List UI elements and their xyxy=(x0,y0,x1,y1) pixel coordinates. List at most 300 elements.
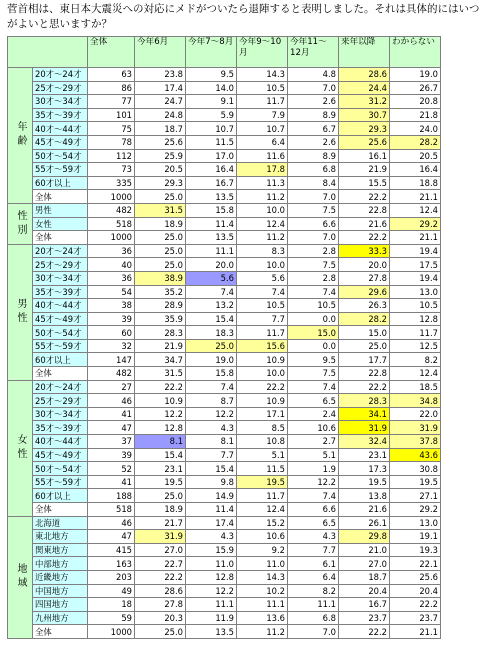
header-nov-dec: 今年11～12月 xyxy=(288,37,339,68)
table-row xyxy=(8,285,441,299)
cell-percent: 29.3 xyxy=(339,122,390,136)
cell-count: 39 xyxy=(88,448,135,462)
cell-percent: 11.7 xyxy=(390,326,441,340)
cell-percent: 25.6 xyxy=(390,570,441,584)
group-label-region: 地域 xyxy=(8,516,33,638)
cell-percent: 22.1 xyxy=(390,557,441,571)
cell-count: 147 xyxy=(88,353,135,367)
cell-percent: 22.2 xyxy=(339,625,390,639)
cell-percent: 16.4 xyxy=(186,163,237,177)
cell-count: 32 xyxy=(88,339,135,353)
cell-percent: 27.1 xyxy=(390,489,441,503)
cell-percent: 10.9 xyxy=(237,394,288,408)
cell-count: 101 xyxy=(88,108,135,122)
table-row xyxy=(8,244,441,258)
cell-percent: 13.5 xyxy=(186,231,237,245)
cell-percent: 22.2 xyxy=(339,380,390,394)
cell-percent: 23.7 xyxy=(390,611,441,625)
cell-percent: 7.7 xyxy=(186,448,237,462)
cell-percent: 21.6 xyxy=(339,217,390,231)
cell-percent: 15.9 xyxy=(186,543,237,557)
cell-percent: 6.8 xyxy=(288,611,339,625)
cell-count: 49 xyxy=(88,584,135,598)
cell-percent: 6.6 xyxy=(288,217,339,231)
cell-percent: 17.0 xyxy=(186,149,237,163)
cell-percent: 6.8 xyxy=(288,163,339,177)
cell-percent: 8.1 xyxy=(135,435,186,449)
cell-percent: 34.1 xyxy=(339,407,390,421)
table-row xyxy=(8,570,441,584)
cell-percent: 11.1 xyxy=(186,244,237,258)
cell-percent: 28.3 xyxy=(339,394,390,408)
cell-percent: 17.8 xyxy=(237,163,288,177)
cell-percent: 1.9 xyxy=(288,462,339,476)
cell-percent: 11.7 xyxy=(237,489,288,503)
row-label: 30才～34才 xyxy=(33,271,88,285)
cell-percent: 14.9 xyxy=(186,489,237,503)
cell-percent: 8.9 xyxy=(288,108,339,122)
cell-percent: 18.9 xyxy=(135,217,186,231)
cell-percent: 9.5 xyxy=(186,68,237,82)
cell-percent: 28.6 xyxy=(339,68,390,82)
cell-percent: 31.5 xyxy=(135,367,186,381)
cell-percent: 13.0 xyxy=(390,285,441,299)
row-label: 四国地方 xyxy=(33,598,88,612)
cell-percent: 20.4 xyxy=(339,584,390,598)
cell-percent: 29.2 xyxy=(390,503,441,517)
cell-percent: 25.0 xyxy=(186,339,237,353)
cell-percent: 8.7 xyxy=(186,394,237,408)
cell-percent: 21.6 xyxy=(339,503,390,517)
cell-percent: 0.0 xyxy=(288,339,339,353)
row-label: 55才～59才 xyxy=(33,163,88,177)
cell-percent: 16.7 xyxy=(186,176,237,190)
cell-percent: 12.4 xyxy=(237,217,288,231)
cell-count: 47 xyxy=(88,421,135,435)
cell-percent: 7.5 xyxy=(288,367,339,381)
cell-percent: 12.8 xyxy=(135,421,186,435)
header-next-year: 来年以降 xyxy=(339,37,390,68)
cell-percent: 11.7 xyxy=(237,95,288,109)
cell-percent: 13.5 xyxy=(186,190,237,204)
cell-percent: 19.1 xyxy=(390,530,441,544)
cell-percent: 20.3 xyxy=(135,611,186,625)
cell-percent: 8.4 xyxy=(288,176,339,190)
cell-count: 27 xyxy=(88,380,135,394)
cell-percent: 25.0 xyxy=(135,625,186,639)
cell-percent: 17.4 xyxy=(186,516,237,530)
cell-percent: 18.3 xyxy=(186,326,237,340)
table-row xyxy=(8,122,441,136)
cell-count: 60 xyxy=(88,326,135,340)
cell-percent: 28.3 xyxy=(135,326,186,340)
cell-percent: 7.5 xyxy=(288,258,339,272)
cell-percent: 8.2 xyxy=(288,584,339,598)
table-row xyxy=(8,95,441,109)
cell-percent: 19.5 xyxy=(237,475,288,489)
table-row-total xyxy=(8,625,441,639)
cell-percent: 25.6 xyxy=(339,135,390,149)
cell-percent: 11.4 xyxy=(186,217,237,231)
cell-percent: 35.2 xyxy=(135,285,186,299)
cell-percent: 28.2 xyxy=(390,135,441,149)
cell-percent: 30.8 xyxy=(390,462,441,476)
cell-percent: 7.0 xyxy=(288,231,339,245)
cell-percent: 21.9 xyxy=(135,339,186,353)
cell-percent: 5.9 xyxy=(186,108,237,122)
table-row xyxy=(8,271,441,285)
cell-percent: 6.5 xyxy=(288,394,339,408)
cell-percent: 7.5 xyxy=(288,203,339,217)
cell-percent: 11.7 xyxy=(237,326,288,340)
row-label: 35才～39才 xyxy=(33,285,88,299)
cell-count: 46 xyxy=(88,516,135,530)
cell-percent: 11.5 xyxy=(186,135,237,149)
table-row xyxy=(8,475,441,489)
table-row-total xyxy=(8,503,441,517)
row-label: 25才～29才 xyxy=(33,258,88,272)
cell-percent: 20.0 xyxy=(186,258,237,272)
cell-percent: 4.8 xyxy=(288,68,339,82)
cell-percent: 34.7 xyxy=(135,353,186,367)
cell-percent: 19.0 xyxy=(186,353,237,367)
cell-percent: 20.0 xyxy=(339,258,390,272)
cell-percent: 7.0 xyxy=(288,190,339,204)
table-row-total xyxy=(8,367,441,381)
cell-percent: 28.9 xyxy=(135,299,186,313)
row-label: 50才～54才 xyxy=(33,149,88,163)
cell-percent: 15.2 xyxy=(237,516,288,530)
cell-percent: 22.8 xyxy=(339,367,390,381)
cell-percent: 19.4 xyxy=(390,271,441,285)
cell-percent: 7.9 xyxy=(237,108,288,122)
cell-percent: 22.2 xyxy=(135,570,186,584)
cell-percent: 12.2 xyxy=(186,407,237,421)
cell-percent: 21.7 xyxy=(135,516,186,530)
cell-count: 41 xyxy=(88,407,135,421)
cell-count: 203 xyxy=(88,570,135,584)
cell-percent: 28.2 xyxy=(339,312,390,326)
cell-percent: 19.4 xyxy=(390,244,441,258)
table-row xyxy=(8,543,441,557)
cell-count: 335 xyxy=(88,176,135,190)
cell-percent: 21.0 xyxy=(339,543,390,557)
cell-percent: 10.7 xyxy=(186,122,237,136)
cell-percent: 21.9 xyxy=(339,163,390,177)
cell-percent: 20.5 xyxy=(135,163,186,177)
cell-percent: 25.0 xyxy=(135,190,186,204)
row-label: 25才～29才 xyxy=(33,394,88,408)
cell-percent: 25.0 xyxy=(135,244,186,258)
cell-percent: 24.0 xyxy=(390,122,441,136)
cell-percent: 8.3 xyxy=(237,244,288,258)
cell-count: 518 xyxy=(88,217,135,231)
table-row xyxy=(8,584,441,598)
cell-percent: 7.4 xyxy=(186,380,237,394)
cell-percent: 0.0 xyxy=(288,312,339,326)
header-june: 今年6月 xyxy=(135,37,186,68)
cell-percent: 5.1 xyxy=(237,448,288,462)
cell-percent: 18.7 xyxy=(135,122,186,136)
cell-percent: 26.1 xyxy=(339,516,390,530)
header-total: 全体 xyxy=(88,37,135,68)
cell-percent: 10.5 xyxy=(288,299,339,313)
cell-count: 63 xyxy=(88,68,135,82)
cell-percent: 32.4 xyxy=(339,435,390,449)
cell-percent: 8.9 xyxy=(288,149,339,163)
cell-percent: 31.9 xyxy=(339,421,390,435)
cell-percent: 23.1 xyxy=(339,448,390,462)
row-label: 男性 xyxy=(33,203,88,217)
cell-percent: 19.0 xyxy=(390,68,441,82)
group-label-male: 男性 xyxy=(8,244,33,380)
cell-percent: 17.7 xyxy=(339,353,390,367)
table-row xyxy=(8,326,441,340)
cell-percent: 9.8 xyxy=(186,475,237,489)
cell-percent: 18.9 xyxy=(135,503,186,517)
row-label: 全体 xyxy=(33,367,88,381)
cell-percent: 27.8 xyxy=(339,271,390,285)
cell-percent: 19.3 xyxy=(390,543,441,557)
table-row xyxy=(8,421,441,435)
cell-percent: 20.5 xyxy=(390,149,441,163)
row-label: 関東地方 xyxy=(33,543,88,557)
cell-percent: 12.2 xyxy=(135,407,186,421)
table-row xyxy=(8,516,441,530)
group-label-age: 年齢 xyxy=(8,68,33,204)
cell-percent: 21.1 xyxy=(390,231,441,245)
cell-percent: 15.4 xyxy=(186,312,237,326)
cell-percent: 23.1 xyxy=(135,462,186,476)
table-row xyxy=(8,163,441,177)
cell-percent: 33.3 xyxy=(339,244,390,258)
cell-percent: 22.0 xyxy=(390,407,441,421)
row-label: 60才以上 xyxy=(33,353,88,367)
table-row xyxy=(8,611,441,625)
table-row xyxy=(8,448,441,462)
cell-percent: 27.8 xyxy=(135,598,186,612)
cell-percent: 6.5 xyxy=(288,516,339,530)
row-label: 35才～39才 xyxy=(33,421,88,435)
table-row xyxy=(8,108,441,122)
table-row xyxy=(8,435,441,449)
cell-count: 86 xyxy=(88,81,135,95)
table-row xyxy=(8,217,441,231)
cell-percent: 13.0 xyxy=(390,516,441,530)
cell-count: 59 xyxy=(88,611,135,625)
cell-count: 36 xyxy=(88,271,135,285)
cell-percent: 23.8 xyxy=(135,68,186,82)
row-label: 女性 xyxy=(33,217,88,231)
row-label: 40才～44才 xyxy=(33,299,88,313)
table-row xyxy=(8,339,441,353)
cell-percent: 8.2 xyxy=(390,353,441,367)
cell-percent: 27.0 xyxy=(339,557,390,571)
cell-percent: 6.4 xyxy=(288,570,339,584)
table-row xyxy=(8,530,441,544)
cell-count: 47 xyxy=(88,530,135,544)
cell-percent: 25.6 xyxy=(135,135,186,149)
cell-count: 415 xyxy=(88,543,135,557)
cell-percent: 14.3 xyxy=(237,68,288,82)
cell-percent: 29.3 xyxy=(135,176,186,190)
cell-count: 188 xyxy=(88,489,135,503)
cell-percent: 21.1 xyxy=(390,190,441,204)
row-label: 45才～49才 xyxy=(33,448,88,462)
cell-count: 36 xyxy=(88,244,135,258)
cell-percent: 10.0 xyxy=(237,367,288,381)
header-dont-know: わからない xyxy=(390,37,441,68)
row-label: 全体 xyxy=(33,231,88,245)
cell-percent: 35.9 xyxy=(135,312,186,326)
cell-count: 77 xyxy=(88,95,135,109)
group-label-gender: 性別 xyxy=(8,203,33,244)
header-row xyxy=(8,37,441,68)
table-row xyxy=(8,312,441,326)
cell-percent: 29.6 xyxy=(339,285,390,299)
cell-percent: 15.4 xyxy=(186,462,237,476)
cell-percent: 16.7 xyxy=(339,598,390,612)
cell-count: 52 xyxy=(88,462,135,476)
row-label: 全体 xyxy=(33,190,88,204)
cell-percent: 22.2 xyxy=(237,380,288,394)
row-label: 九州地方 xyxy=(33,611,88,625)
table-row xyxy=(8,407,441,421)
cell-percent: 15.6 xyxy=(237,339,288,353)
row-label: 35才～39才 xyxy=(33,108,88,122)
cell-percent: 15.8 xyxy=(186,203,237,217)
row-label: 北海道 xyxy=(33,516,88,530)
group-label-female: 女性 xyxy=(8,380,33,516)
results-table xyxy=(7,36,441,639)
cell-percent: 22.2 xyxy=(339,231,390,245)
table-row xyxy=(8,258,441,272)
cell-percent: 7.7 xyxy=(237,312,288,326)
cell-percent: 11.1 xyxy=(288,598,339,612)
cell-count: 518 xyxy=(88,503,135,517)
cell-percent: 5.1 xyxy=(288,448,339,462)
cell-count: 37 xyxy=(88,435,135,449)
row-label: 東北地方 xyxy=(33,530,88,544)
cell-percent: 12.8 xyxy=(390,312,441,326)
cell-percent: 11.3 xyxy=(237,176,288,190)
cell-percent: 24.8 xyxy=(135,108,186,122)
cell-percent: 7.0 xyxy=(288,81,339,95)
cell-percent: 27.0 xyxy=(135,543,186,557)
cell-percent: 12.2 xyxy=(186,584,237,598)
cell-percent: 10.5 xyxy=(237,299,288,313)
cell-percent: 9.1 xyxy=(186,95,237,109)
cell-percent: 15.8 xyxy=(186,367,237,381)
cell-percent: 31.9 xyxy=(135,530,186,544)
cell-percent: 31.9 xyxy=(390,421,441,435)
cell-percent: 16.4 xyxy=(390,163,441,177)
cell-count: 73 xyxy=(88,163,135,177)
cell-percent: 4.3 xyxy=(186,421,237,435)
cell-percent: 15.0 xyxy=(339,326,390,340)
cell-percent: 20.8 xyxy=(390,95,441,109)
cell-count: 78 xyxy=(88,135,135,149)
cell-percent: 21.1 xyxy=(390,625,441,639)
table-row xyxy=(8,135,441,149)
cell-percent: 31.2 xyxy=(339,95,390,109)
table-row xyxy=(8,557,441,571)
cell-percent: 12.5 xyxy=(390,339,441,353)
table-row-total xyxy=(8,231,441,245)
cell-percent: 28.6 xyxy=(135,584,186,598)
cell-percent: 9.2 xyxy=(237,543,288,557)
cell-percent: 22.8 xyxy=(339,203,390,217)
cell-percent: 7.4 xyxy=(288,285,339,299)
cell-count: 482 xyxy=(88,203,135,217)
cell-percent: 19.5 xyxy=(135,475,186,489)
row-label: 60才以上 xyxy=(33,176,88,190)
cell-percent: 5.6 xyxy=(186,271,237,285)
cell-percent: 12.8 xyxy=(186,570,237,584)
cell-percent: 11.1 xyxy=(237,598,288,612)
cell-percent: 12.4 xyxy=(390,367,441,381)
cell-percent: 25.0 xyxy=(339,339,390,353)
cell-count: 38 xyxy=(88,299,135,313)
table-row xyxy=(8,598,441,612)
header-sep-oct: 今年9～10月 xyxy=(237,37,288,68)
cell-percent: 4.3 xyxy=(186,530,237,544)
cell-count: 1000 xyxy=(88,231,135,245)
cell-percent: 29.8 xyxy=(339,530,390,544)
cell-percent: 37.8 xyxy=(390,435,441,449)
cell-percent: 22.7 xyxy=(135,557,186,571)
cell-percent: 10.9 xyxy=(135,394,186,408)
cell-percent: 7.4 xyxy=(237,285,288,299)
cell-percent: 6.7 xyxy=(288,122,339,136)
cell-count: 1000 xyxy=(88,190,135,204)
cell-percent: 11.0 xyxy=(186,557,237,571)
row-label: 55才～59才 xyxy=(33,339,88,353)
cell-count: 46 xyxy=(88,394,135,408)
cell-percent: 13.5 xyxy=(186,625,237,639)
cell-percent: 9.5 xyxy=(288,353,339,367)
table-row-total xyxy=(8,190,441,204)
cell-percent: 20.4 xyxy=(390,584,441,598)
cell-percent: 25.9 xyxy=(135,149,186,163)
cell-percent: 29.2 xyxy=(390,217,441,231)
cell-percent: 26.7 xyxy=(390,81,441,95)
cell-percent: 10.0 xyxy=(237,258,288,272)
cell-percent: 21.8 xyxy=(390,108,441,122)
cell-count: 39 xyxy=(88,312,135,326)
row-label: 50才～54才 xyxy=(33,326,88,340)
cell-percent: 22.2 xyxy=(390,598,441,612)
cell-percent: 11.9 xyxy=(186,611,237,625)
cell-count: 41 xyxy=(88,475,135,489)
table-row xyxy=(8,203,441,217)
cell-percent: 14.0 xyxy=(186,81,237,95)
row-label: 全体 xyxy=(33,625,88,639)
cell-percent: 11.5 xyxy=(237,462,288,476)
cell-percent: 25.0 xyxy=(135,231,186,245)
cell-percent: 17.3 xyxy=(339,462,390,476)
corner-cell xyxy=(8,37,88,68)
cell-percent: 18.5 xyxy=(390,380,441,394)
cell-percent: 2.8 xyxy=(288,244,339,258)
cell-count: 54 xyxy=(88,285,135,299)
cell-count: 1000 xyxy=(88,625,135,639)
cell-percent: 7.4 xyxy=(186,285,237,299)
cell-count: 163 xyxy=(88,557,135,571)
question-text: 菅首相は、東日本大震災への対応にメドがついたら退陣すると表明しました。それは具体的にはいつがよいと思いますか？ xyxy=(7,3,480,30)
cell-percent: 17.4 xyxy=(135,81,186,95)
cell-percent: 2.7 xyxy=(288,435,339,449)
